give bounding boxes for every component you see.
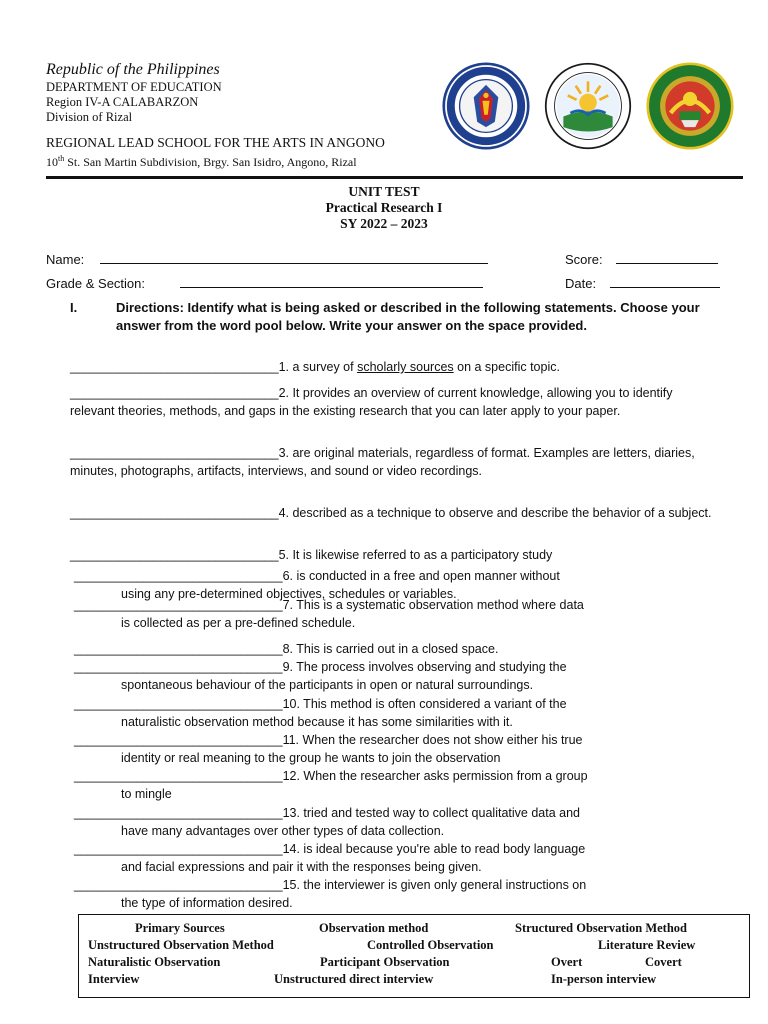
section-number: I. bbox=[70, 300, 78, 315]
question-continuation: spontaneous behaviour of the participants in open or natural surroundings. bbox=[121, 678, 534, 692]
question-item bbox=[74, 804, 720, 840]
question-text: 5. It is likewise referred to as a participatory study bbox=[278, 548, 553, 562]
address-text: St. San Martin Subdivision, Brgy. San Isidro, Angono, Rizal bbox=[64, 155, 357, 169]
question-text: 10. This method is often considered a variant of the bbox=[282, 697, 567, 711]
question-continuation: using any pre-determined objectives, schedules or variables. bbox=[121, 587, 457, 601]
name-field[interactable] bbox=[100, 251, 488, 264]
question-continuation: identity or real meaning to the group he wants to join the observation bbox=[121, 751, 501, 765]
answer-blank[interactable]: ______________________________ bbox=[70, 548, 279, 562]
question-continuation: to mingle bbox=[121, 787, 172, 801]
question-continuation: have many advantages over other types of data collection. bbox=[121, 824, 445, 838]
pool-word: Overt bbox=[551, 955, 583, 969]
school-address bbox=[46, 151, 385, 170]
word-pool-row bbox=[79, 938, 749, 955]
word-pool bbox=[78, 914, 750, 998]
date-row bbox=[565, 276, 596, 291]
pool-word: Unstructured Observation Method bbox=[88, 938, 274, 952]
question-text: 7. This is a systematic observation method where data bbox=[282, 598, 584, 612]
question-item bbox=[74, 640, 720, 658]
grade-section-label: Grade & Section: bbox=[46, 276, 145, 291]
region-line: Region IV-A CALABARZON bbox=[46, 95, 199, 109]
answer-blank[interactable]: ______________________________ bbox=[74, 598, 283, 612]
logos bbox=[438, 62, 748, 158]
score-label: Score: bbox=[565, 252, 603, 267]
question-item bbox=[70, 504, 716, 522]
question-item bbox=[70, 384, 716, 420]
question-continuation: the type of information desired. bbox=[121, 896, 293, 910]
pool-word: Naturalistic Observation bbox=[88, 955, 221, 969]
answer-blank[interactable]: ______________________________ bbox=[70, 386, 279, 400]
answer-blank[interactable]: ______________________________ bbox=[74, 660, 283, 674]
republic-line: Republic of the Philippines bbox=[46, 61, 220, 78]
grade-row bbox=[46, 276, 145, 291]
question-item bbox=[74, 840, 720, 876]
pool-word: Structured Observation Method bbox=[515, 921, 687, 935]
question-continuation: naturalistic observation method because it has some similarities with it. bbox=[121, 715, 513, 729]
question-text: 12. When the researcher asks permission from a group bbox=[282, 769, 588, 783]
answer-blank[interactable]: ______________________________ bbox=[70, 506, 279, 520]
rizal-division-seal-icon bbox=[544, 62, 632, 150]
pool-word: Unstructured direct interview bbox=[274, 972, 434, 986]
directions-text: Directions: Identify what is being asked or described in the following statements. Choose your answer from the word pool below. Write your answer on the space provided. bbox=[116, 300, 700, 333]
question-item bbox=[74, 695, 720, 731]
question-text-end: on a specific topic. bbox=[453, 360, 560, 374]
school-name: REGIONAL LEAD SCHOOL FOR THE ARTS IN ANGONO bbox=[46, 135, 385, 150]
question-text: 9. The process involves observing and studying the bbox=[282, 660, 567, 674]
date-field[interactable] bbox=[610, 275, 720, 288]
question-text: 8. This is carried out in a closed space. bbox=[282, 642, 499, 656]
answer-blank[interactable]: ______________________________ bbox=[74, 878, 283, 892]
question-text: 11. When the researcher does not show either his true bbox=[282, 733, 583, 747]
question-item bbox=[70, 358, 716, 376]
question-text: 1. a survey of bbox=[278, 360, 358, 374]
title-school-year: SY 2022 – 2023 bbox=[340, 216, 428, 231]
header-divider bbox=[46, 176, 743, 179]
answer-blank[interactable]: ______________________________ bbox=[74, 569, 283, 583]
title-unit-test: UNIT TEST bbox=[348, 184, 420, 199]
question-item bbox=[70, 444, 716, 480]
answer-blank[interactable]: ______________________________ bbox=[74, 806, 283, 820]
school-seal-icon bbox=[646, 62, 734, 150]
underlined-term: scholarly sources bbox=[357, 360, 454, 374]
pool-word: Observation method bbox=[319, 921, 429, 935]
pool-word: Literature Review bbox=[598, 938, 696, 952]
pool-word: Participant Observation bbox=[320, 955, 450, 969]
date-label: Date: bbox=[565, 276, 597, 291]
score-row bbox=[565, 252, 603, 267]
department-line: DEPARTMENT OF EDUCATION bbox=[46, 80, 222, 94]
answer-blank[interactable]: ______________________________ bbox=[74, 769, 283, 783]
question-text: 2. It provides an overview of current knowledge, allowing you to identify relevant theories, methods, and gaps in the existing research that you can later apply to your paper. bbox=[70, 386, 673, 418]
word-pool-row bbox=[79, 972, 749, 989]
answer-blank[interactable]: ______________________________ bbox=[74, 642, 283, 656]
pool-word: Controlled Observation bbox=[367, 938, 494, 952]
question-text: 15. the interviewer is given only general instructions on bbox=[282, 878, 587, 892]
letterhead bbox=[46, 60, 746, 178]
question-continuation: and facial expressions and pair it with the responses being given. bbox=[121, 860, 482, 874]
question-text: 13. tried and tested way to collect qualitative data and bbox=[282, 806, 580, 820]
deped-seal-icon bbox=[442, 62, 530, 150]
question-item bbox=[74, 731, 720, 767]
test-title bbox=[0, 184, 768, 232]
question-item bbox=[74, 767, 720, 803]
pool-word: In-person interview bbox=[551, 972, 657, 986]
question-text: 3. are original materials, regardless of format. Examples are letters, diaries, minutes, photographs, artifacts, interviews, and sound or video recordings. bbox=[70, 446, 695, 478]
score-field[interactable] bbox=[616, 251, 718, 264]
answer-blank[interactable]: ______________________________ bbox=[74, 842, 283, 856]
directions bbox=[70, 299, 720, 335]
question-continuation: is collected as per a pre-defined schedule. bbox=[121, 616, 356, 630]
word-pool-row bbox=[79, 921, 749, 938]
word-pool-row bbox=[79, 955, 749, 972]
question-item bbox=[74, 596, 720, 632]
name-row bbox=[46, 252, 84, 267]
question-text: 4. described as a technique to observe and describe the behavior of a subject. bbox=[278, 506, 712, 520]
grade-section-field[interactable] bbox=[180, 275, 483, 288]
question-item bbox=[70, 546, 716, 564]
pool-word: Interview bbox=[88, 972, 140, 986]
pool-word: Primary Sources bbox=[135, 921, 225, 935]
answer-blank[interactable]: ______________________________ bbox=[70, 360, 279, 374]
letterhead-text bbox=[46, 60, 385, 170]
division-line: Division of Rizal bbox=[46, 110, 133, 124]
question-text: 14. is ideal because you're able to read body language bbox=[282, 842, 586, 856]
question-item bbox=[74, 658, 720, 694]
answer-blank[interactable]: ______________________________ bbox=[70, 446, 279, 460]
answer-blank[interactable]: ______________________________ bbox=[74, 697, 283, 711]
answer-blank[interactable]: ______________________________ bbox=[74, 733, 283, 747]
question-text: 6. is conducted in a free and open manner without bbox=[282, 569, 560, 583]
address-number: 10 bbox=[46, 155, 58, 169]
title-subject: Practical Research I bbox=[325, 200, 443, 215]
name-label: Name: bbox=[46, 252, 85, 267]
question-item bbox=[74, 876, 720, 912]
address-ordinal: th bbox=[58, 154, 65, 163]
pool-word: Covert bbox=[645, 955, 682, 969]
